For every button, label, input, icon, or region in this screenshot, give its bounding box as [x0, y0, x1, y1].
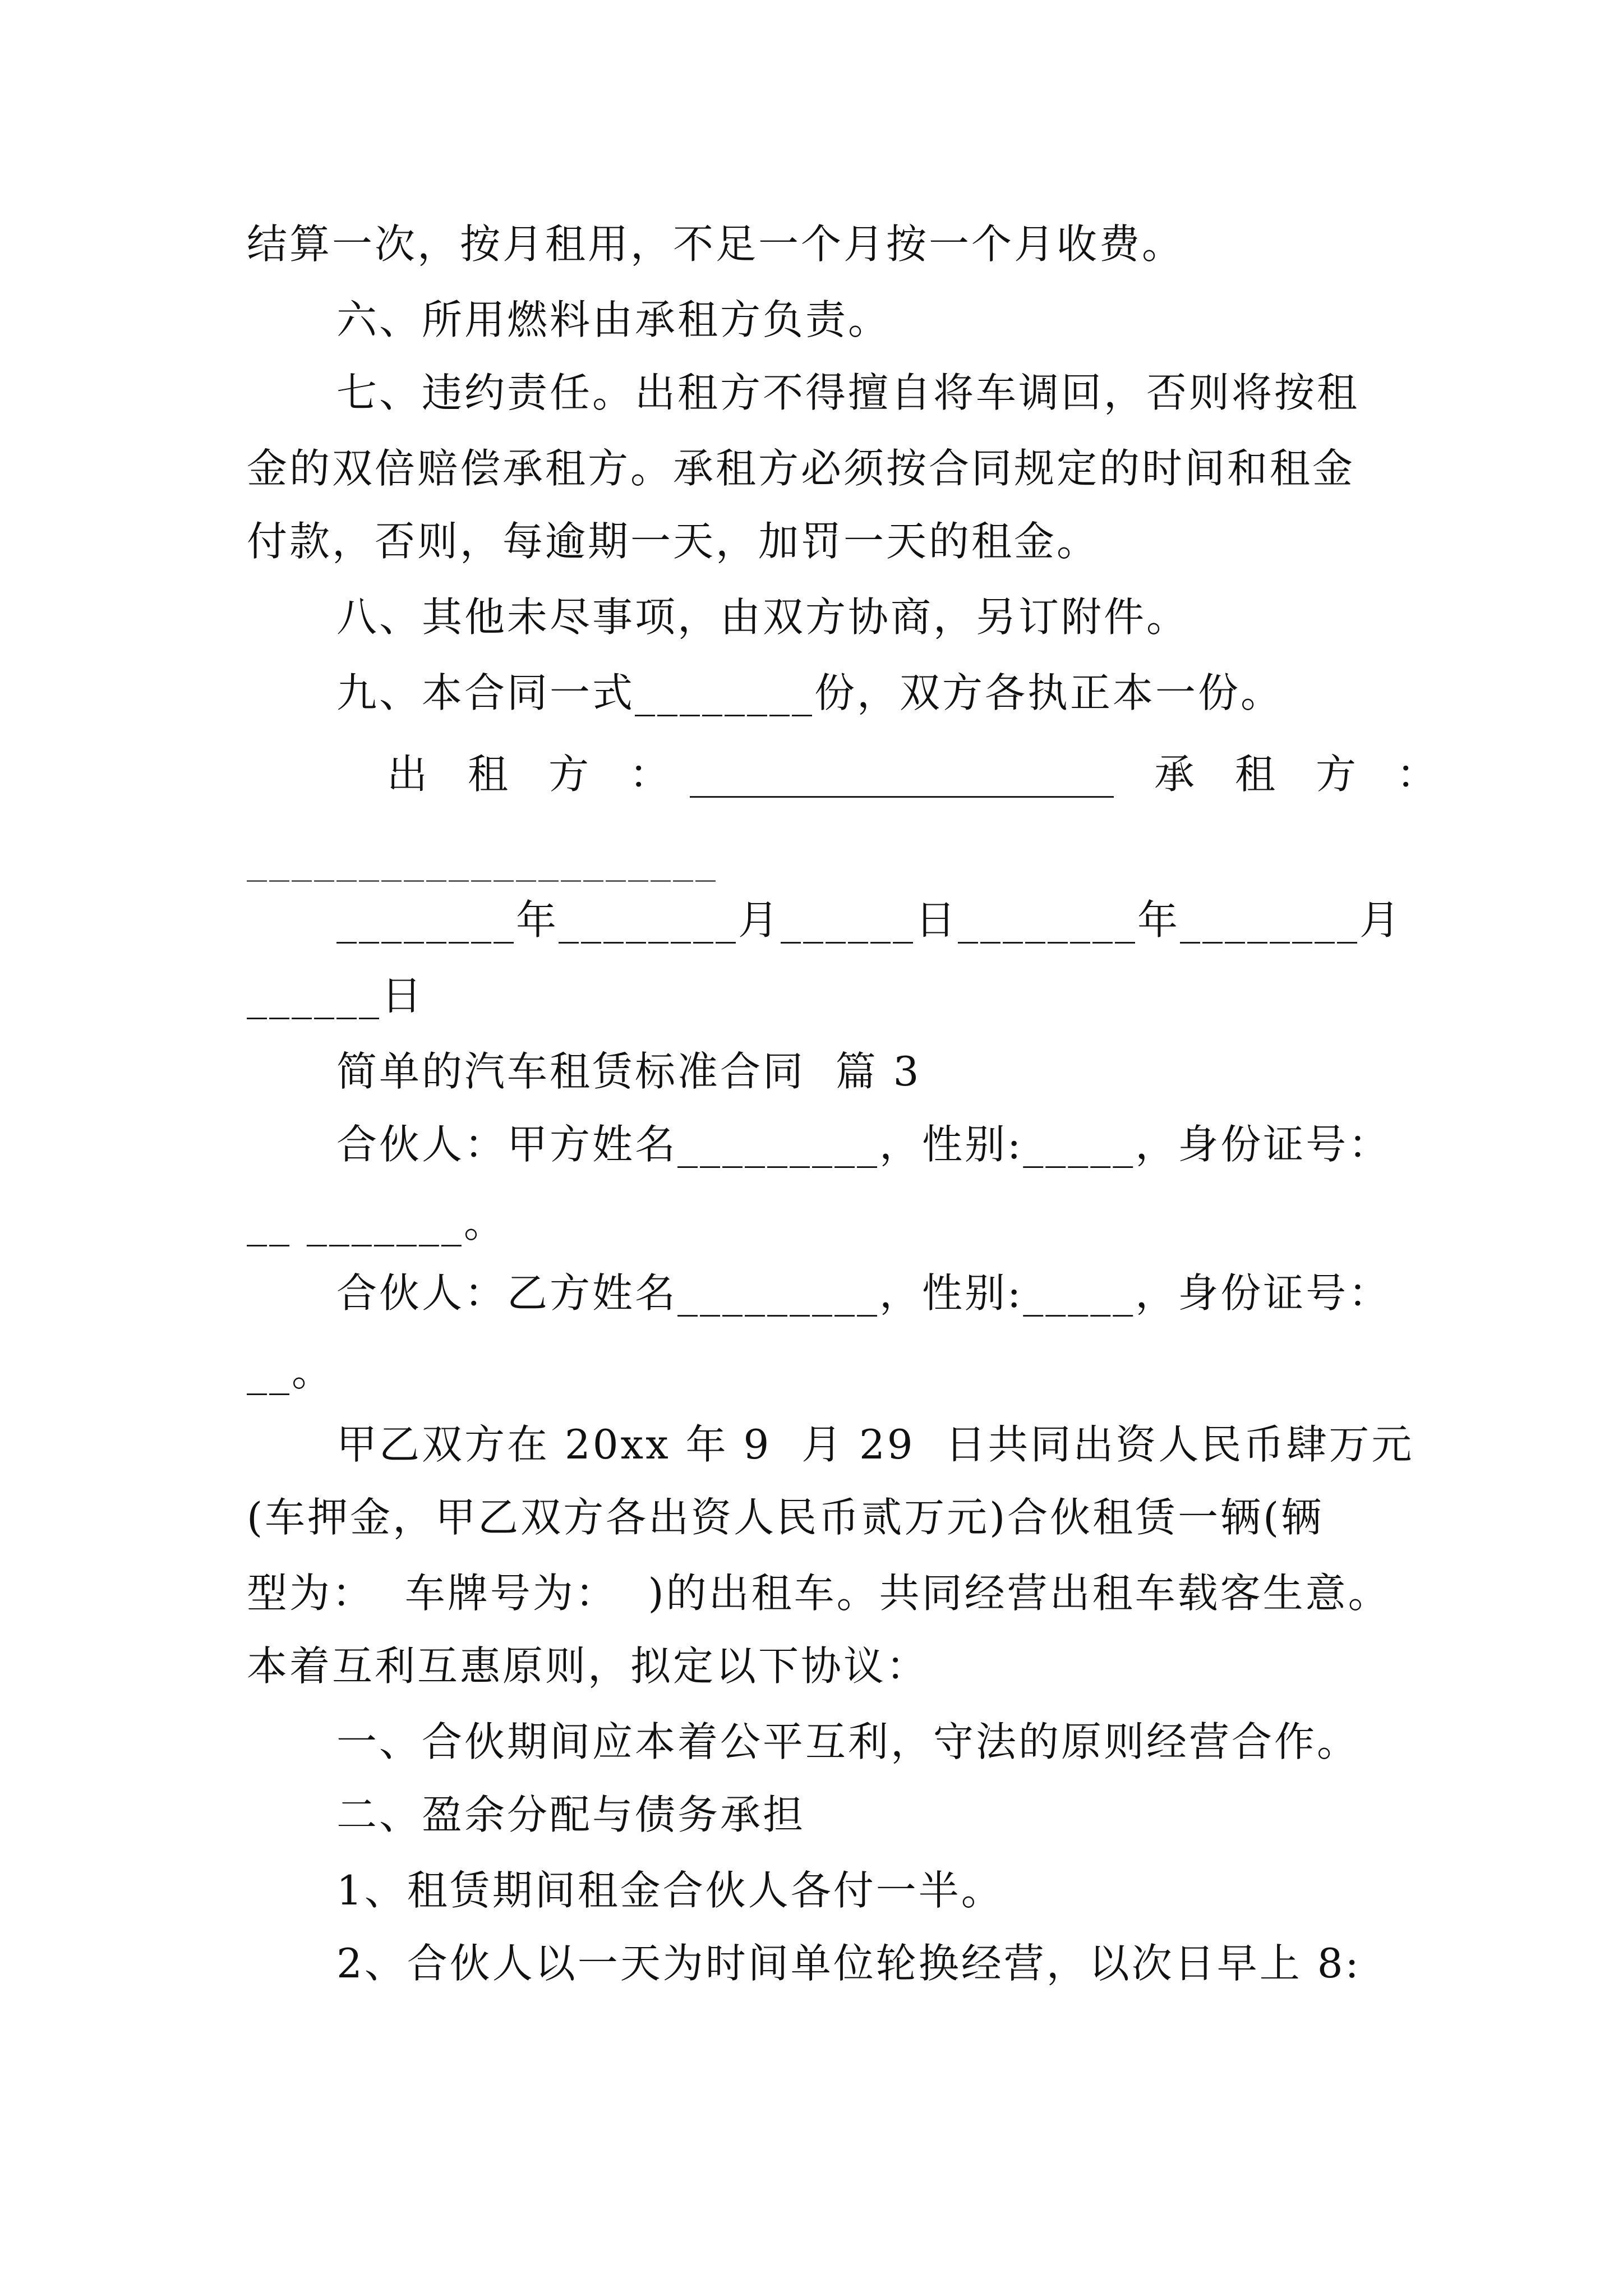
text-line: 金的双倍赔偿承租方。承租方必须按合同规定的时间和租金: [247, 445, 1355, 492]
agreement-paragraph: 本着互利互惠原则，拟定以下协议：: [247, 1642, 929, 1690]
clause-seven: 七、违约责任。出租方不得擅自将车调回，否则将按租: [336, 369, 1360, 416]
signature-blank-line: _____________________: [247, 835, 718, 882]
article-two-item-1: 1、租赁期间租金合伙人各付一半。: [336, 1867, 1004, 1914]
signature-parties-line: 出 租 方 ： _____________________ 承 租 方 ：: [387, 751, 1437, 798]
article-two-item-2: 2、合伙人以一天为时间单位轮换经营，以次日早上 8:: [336, 1940, 1361, 1987]
text-line: 付款，否则，每逾期一天，加罚一天的租金。: [247, 518, 1100, 565]
partner-b-id-line: __。: [247, 1348, 335, 1395]
article-two-heading: 二、盈余分配与债务承担: [336, 1791, 806, 1838]
section-title: 简单的汽车租赁标准合同 篇 3: [336, 1048, 921, 1095]
date-line: ________年________月______日________年________月: [336, 896, 1402, 944]
partner-a-line: 合伙人：甲方姓名_________，性别:_____，身份证号：: [336, 1121, 1391, 1168]
agreement-paragraph: 型为： 车牌号为： )的出租车。共同经营出租车载客生意。: [247, 1570, 1391, 1617]
text-line: 结算一次，按月租用，不足一个月按一个月收费。: [247, 220, 1185, 268]
date-line-continued: ______日: [247, 972, 425, 1019]
clause-eight: 八、其他未尽事项，由双方协商，另订附件。: [336, 593, 1189, 641]
agreement-paragraph: (车押金，甲乙双方各出资人民币贰万元)合伙租赁一辆(辆: [247, 1494, 1324, 1541]
clause-nine: 九、本合同一式________份，双方各执正本一份。: [336, 669, 1284, 716]
partner-a-id-line: __ _______。: [247, 1199, 506, 1246]
article-one: 一、合伙期间应本着公平互利，守法的原则经营合作。: [336, 1718, 1360, 1765]
agreement-paragraph: 甲乙双方在 20xx 年 9 月 29 日共同出资人民币肆万元: [336, 1421, 1414, 1468]
partner-b-line: 合伙人：乙方姓名_________，性别:_____，身份证号：: [336, 1269, 1391, 1317]
clause-six: 六、所用燃料由承租方负责。: [336, 296, 891, 343]
